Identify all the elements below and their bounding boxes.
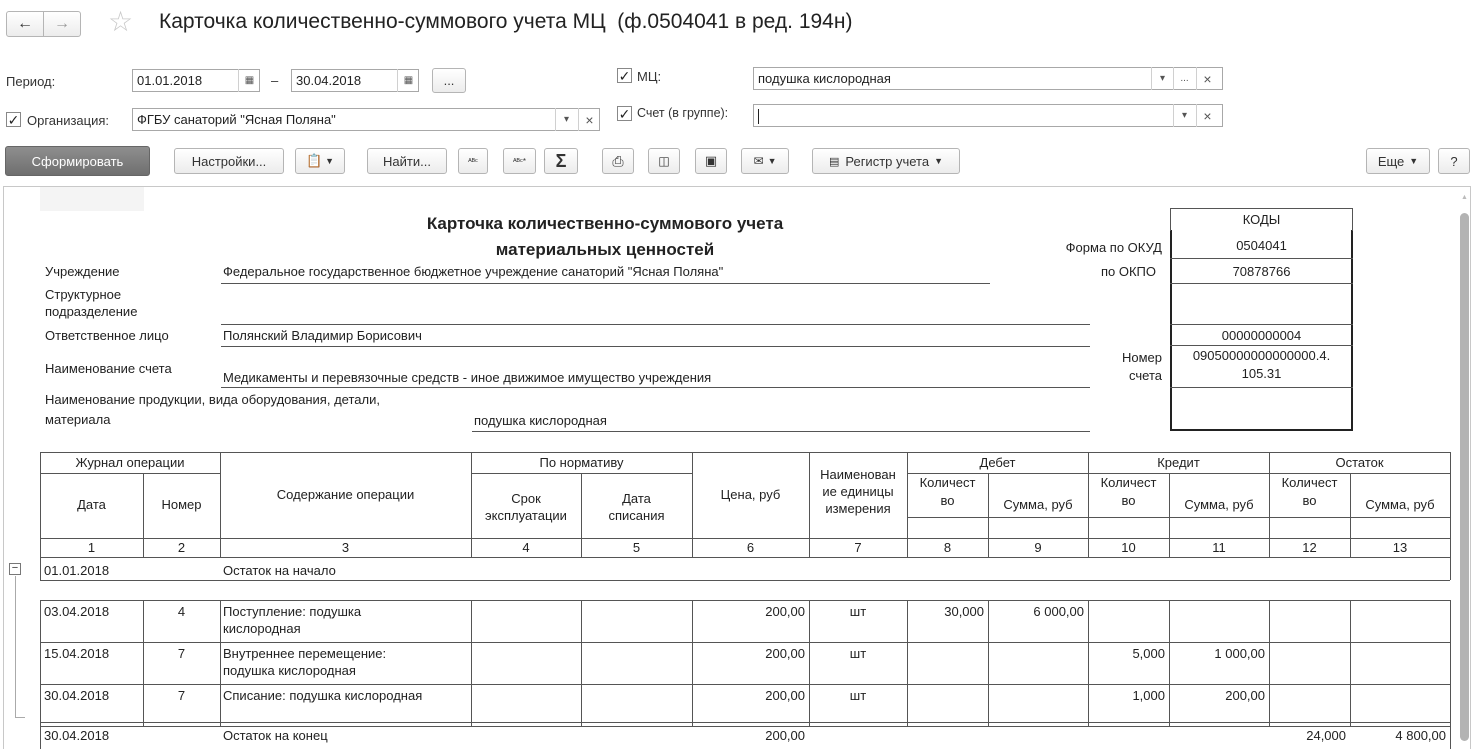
preview-button[interactable] [648, 148, 680, 174]
arrow-right-icon: → [54, 15, 70, 32]
period-label: Период: [6, 74, 56, 89]
preview-icon: ◫ [658, 154, 670, 168]
column-number: 4 [522, 540, 530, 555]
mc-select-button[interactable]: ... [1173, 67, 1195, 90]
table-gridline [1450, 452, 1451, 557]
column-number: 11 [1212, 540, 1226, 555]
window-title: Карточка количественно-суммового учета МЦ (ф.0504041 в ред. 194н) [159, 10, 853, 33]
okpo-value: 70878766 [1232, 264, 1291, 279]
column-number: 13 [1392, 540, 1408, 555]
header-debit-sum: Сумма, руб [1003, 497, 1073, 512]
header-debit-qty-2: во [940, 493, 955, 508]
header-term-2: эксплуатации [485, 508, 567, 523]
spell-check-all-button[interactable] [503, 148, 536, 174]
chevron-down-icon: ▼ [1409, 156, 1419, 166]
header-debit: Дебет [979, 455, 1016, 470]
header-journal: Журнал операции [75, 455, 185, 470]
row-credit-qty: 1,000 [1132, 688, 1165, 703]
row-price: 200,00 [765, 646, 805, 661]
date-to-input[interactable]: 30.04.2018 [291, 69, 419, 92]
row-unit: шт [849, 604, 867, 619]
codes-header: КОДЫ [1242, 212, 1281, 227]
back-button[interactable] [6, 11, 44, 37]
report-title-line2: материальных ценностей [495, 240, 715, 259]
spell-check-icon: ᴬᴮᶜ [468, 156, 478, 166]
column-number: 12 [1302, 540, 1317, 555]
scroll-up-arrow-icon[interactable]: ▲ [1461, 194, 1468, 201]
row-credit-qty: 5,000 [1132, 646, 1165, 661]
account-label: Счет (в группе): [637, 106, 729, 120]
table-gridline [40, 538, 1450, 539]
table-gridline [1350, 600, 1351, 726]
scrollbar-thumb[interactable] [1460, 213, 1469, 741]
header-debit-qty-1: Количест [919, 475, 976, 490]
table-gridline [40, 580, 1450, 581]
mc-input[interactable]: подушка кислородная [753, 67, 1223, 90]
group-bracket [15, 576, 25, 718]
opening-content: Остаток на начало [223, 563, 336, 578]
account-input[interactable] [753, 104, 1223, 127]
header-balance-sum: Сумма, руб [1365, 497, 1435, 512]
chevron-down-icon: ▼ [934, 156, 944, 166]
form-okud-value: 0504041 [1236, 238, 1287, 253]
header-content: Содержание операции [276, 487, 415, 502]
period-select-button[interactable]: ... [432, 68, 466, 93]
table-gridline [40, 722, 1450, 723]
table-gridline [1450, 557, 1451, 580]
favorite-star-icon[interactable]: ☆ [108, 6, 134, 37]
org-label: Организация: [27, 113, 110, 128]
row-credit-sum: 200,00 [1225, 688, 1265, 703]
account-checkbox[interactable]: ✓ [618, 105, 631, 122]
table-gridline [40, 600, 1450, 601]
header-credit: Кредит [1157, 455, 1200, 470]
header-unit-3: измерения [825, 501, 891, 516]
code-4-value: 00000000004 [1221, 328, 1302, 343]
closing-balance-sum: 4 800,00 [1395, 728, 1446, 743]
responsible-label: Ответственное лицо [45, 328, 169, 343]
mc-checkbox[interactable]: ✓ [618, 67, 631, 84]
header-number: Номер [161, 497, 202, 512]
mc-label: МЦ: [637, 69, 662, 84]
period-dash: – [271, 73, 279, 88]
table-gridline [1450, 600, 1451, 726]
help-button[interactable]: ? [1438, 148, 1470, 174]
form-okud-label: Форма по ОКУД [1065, 240, 1162, 255]
table-gridline [220, 600, 221, 726]
okpo-label: по ОКПО [1100, 264, 1156, 279]
header-term-1: Срок [511, 491, 541, 506]
table-gridline [581, 600, 582, 726]
header-unit-1: Наименован [820, 467, 896, 482]
envelope-icon: ✉ [753, 154, 764, 168]
vertical-scrollbar[interactable] [1459, 188, 1471, 749]
sigma-icon: Σ [555, 150, 567, 171]
header-credit-qty-2: во [1121, 493, 1136, 508]
row-debit-qty: 30,000 [944, 604, 984, 619]
report-corner-cell [40, 187, 144, 211]
org-input[interactable]: ФГБУ санаторий "Ясная Поляна" [132, 108, 600, 131]
more-button[interactable]: Еще ▼ [1366, 148, 1430, 174]
header-balance-qty-1: Количест [1281, 475, 1338, 490]
header-norm: По нормативу [539, 455, 624, 470]
product-label-2: материала [45, 412, 111, 427]
table-gridline [40, 452, 1450, 453]
email-button[interactable] [741, 148, 789, 174]
closing-balance-qty: 24,000 [1306, 728, 1346, 743]
account-name-label: Наименование счета [45, 361, 172, 376]
generate-button[interactable]: Сформировать [5, 146, 150, 176]
header-date: Дата [77, 497, 106, 512]
table-gridline [40, 600, 41, 726]
find-button[interactable]: Найти... [367, 148, 447, 174]
header-writeoff-2: списания [608, 508, 665, 523]
header-price: Цена, руб [720, 487, 781, 502]
table-gridline [1169, 600, 1170, 726]
close-icon[interactable]: × [1196, 104, 1218, 127]
register-icon: ▤ [828, 155, 840, 168]
table-gridline [1450, 722, 1451, 749]
column-number: 9 [1034, 540, 1042, 555]
product-label-1: Наименование продукции, вида оборудования, детали, [45, 392, 380, 407]
column-number: 10 [1121, 540, 1136, 555]
row-credit-sum: 1 000,00 [1214, 646, 1265, 661]
account-number-label-2: счета [1129, 368, 1162, 383]
table-gridline [40, 557, 1450, 558]
institution-label: Учреждение [45, 264, 120, 279]
header-balance: Остаток [1335, 455, 1384, 470]
table-gridline [1088, 600, 1089, 726]
column-number: 8 [943, 540, 952, 555]
table-gridline [40, 722, 41, 749]
closing-date: 30.04.2018 [44, 728, 110, 743]
column-number: 7 [854, 540, 862, 555]
table-gridline [40, 557, 41, 580]
chevron-down-icon[interactable]: ▾ [1151, 67, 1173, 90]
chevron-down-icon: ▼ [767, 156, 777, 166]
row-date: 30.04.2018 [44, 688, 110, 703]
row-debit-sum: 6 000,00 [1033, 604, 1084, 619]
minus-icon: − [11, 562, 19, 574]
row-price: 200,00 [765, 688, 805, 703]
column-number: 3 [341, 540, 350, 555]
header-credit-sum: Сумма, руб [1184, 497, 1254, 512]
account-number-value-1: 09050000000000000.4. [1192, 348, 1331, 363]
responsible-value: Полянский Владимир Борисович [223, 328, 422, 343]
closing-price: 200,00 [765, 728, 805, 743]
row-content: Списание: подушка кислородная [223, 688, 423, 703]
row-content: Поступление: подушка [223, 604, 362, 619]
header-unit-2: ие единицы [822, 484, 894, 499]
save-button[interactable] [695, 148, 727, 174]
subdivision-label-1: Структурное [45, 287, 122, 302]
header-credit-qty-1: Количест [1100, 475, 1157, 490]
row-number: 7 [177, 688, 186, 703]
calendar-icon[interactable]: ▦ [397, 69, 419, 92]
spell-check-star-icon: ᴬᴮᶜ* [513, 156, 526, 166]
chevron-down-icon[interactable]: ▾ [555, 108, 577, 131]
close-icon[interactable]: × [578, 108, 600, 131]
arrow-left-icon: ← [17, 15, 33, 32]
product-value: подушка кислородная [474, 413, 607, 428]
row-price: 200,00 [765, 604, 805, 619]
opening-date: 01.01.2018 [44, 563, 110, 578]
row-content: Внутреннее перемещение: [223, 646, 387, 661]
forward-button[interactable] [43, 11, 81, 37]
print-button[interactable] [602, 148, 634, 174]
row-content: кислородная [223, 621, 301, 636]
row-date: 03.04.2018 [44, 604, 110, 619]
row-unit: шт [849, 646, 867, 661]
institution-value: Федеральное государственное бюджетное учреждение санаторий "Ясная Поляна" [223, 264, 724, 279]
date-from-input[interactable]: 01.01.2018 [132, 69, 260, 92]
org-checkbox[interactable]: ✓ [7, 111, 20, 128]
column-number: 6 [746, 540, 755, 555]
close-icon[interactable]: × [1196, 67, 1218, 90]
variants-button[interactable] [295, 148, 345, 174]
account-number-value-2: 105.31 [1241, 366, 1282, 381]
chevron-down-icon: ▼ [325, 156, 335, 166]
spell-check-button[interactable] [458, 148, 488, 174]
calendar-icon[interactable]: ▦ [238, 69, 260, 92]
row-number: 7 [177, 646, 186, 661]
table-gridline [40, 473, 220, 474]
row-unit: шт [849, 688, 867, 703]
header-writeoff-1: Дата [622, 491, 651, 506]
row-date: 15.04.2018 [44, 646, 110, 661]
save-icon: ▣ [704, 153, 718, 168]
table-gridline [1269, 600, 1270, 726]
column-number: 2 [177, 540, 186, 555]
row-number: 4 [177, 604, 186, 619]
column-number: 5 [632, 540, 641, 555]
subdivision-label-2: подразделение [45, 304, 138, 319]
header-balance-qty-2: во [1302, 493, 1317, 508]
collapse-group-button[interactable] [9, 563, 21, 575]
chevron-down-icon[interactable]: ▾ [1173, 104, 1195, 127]
settings-button[interactable]: Настройки... [174, 148, 284, 174]
sum-button[interactable] [544, 148, 578, 174]
row-content: подушка кислородная [223, 663, 356, 678]
copy-icon: 📋 [305, 153, 323, 168]
register-button[interactable]: ▤ Регистр учета ▼ [812, 148, 960, 174]
table-gridline [40, 684, 1450, 685]
printer-icon: ⎙ [612, 152, 624, 169]
table-gridline [471, 600, 472, 726]
closing-content: Остаток на конец [223, 728, 328, 743]
account-name-value: Медикаменты и перевязочные средств - иное движимое имущество учреждения [223, 370, 712, 385]
table-gridline [40, 726, 1450, 727]
report-title-line1: Карточка количественно-суммового учета [426, 214, 784, 233]
table-gridline [40, 642, 1450, 643]
account-number-label-1: Номер [1121, 350, 1162, 365]
column-number: 1 [87, 540, 96, 555]
